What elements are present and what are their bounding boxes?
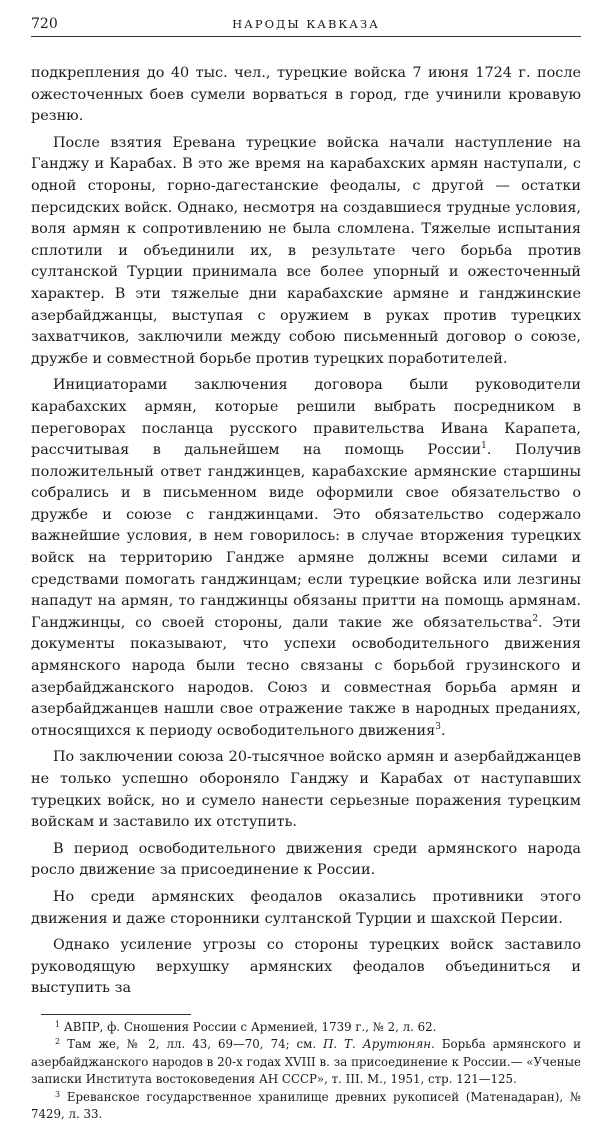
footnote-ref-3: 3: [435, 721, 441, 732]
treaty-text-part-1: Инициаторами заключения договора были руководители карабахских армян, которые решили выбрать посредником в переговорах посланца русского правительства Ивана Карапета, рассчитывая в дальнейшем на помощь России: [31, 377, 581, 459]
footnote-1: [31, 1019, 581, 1036]
footnotes: [31, 1019, 581, 1123]
footnote-3-number: 3: [55, 1089, 61, 1099]
footnote-2-text-start: Там же, № 2, лл. 43, 69—70, 74; см.: [67, 1037, 324, 1052]
footnote-2-number: 2: [55, 1037, 61, 1047]
treaty-text-part-2: . Получив положительный ответ ганджинцев, карабахские армянские старшины собрались и в письменном виде оформили свое обязательство о дружбе и союзе с ганджинцами. Это обязательство содержало важнейшие условия, в нем говорилось: в случае вторжения турецких войск на территорию Гандже армяне должны всеми силами и средствами помогать ганджинцам; если турецкие войска или лезгины нападут на армян, то ганджинцы обязаны притти на помощь армянам. Ганджинцы, со своей стороны, дали такие же обязательства: [31, 442, 581, 631]
footnote-ref-1: 1: [481, 441, 487, 452]
footnote-ref-2: 2: [532, 613, 539, 624]
footnote-1-number: 1: [55, 1019, 61, 1029]
footnote-2-text-end: Борьба армянского и азербайджанского народов в 20-х годах XVIII в. за присоединение к России.— «Ученые записки Института востоковедения АН СССР», т. III. М., 1951, стр. 121—125.: [31, 1037, 581, 1087]
footnote-3-text: Ереванское государственное хранилище древних рукописей (Матенадаран), № 7429, л. 33.: [31, 1089, 581, 1121]
book-page: [31, 12, 581, 1123]
running-title: НАРОДЫ КАВКАЗА: [232, 17, 380, 31]
paragraph-siege-aftermath: После взятия Еревана турецкие войска начали наступление на Ганджу и Карабах. В это же время на карабахских армян наступали, с одной стороны, горно-дагестанские феодалы, с другой — остатки персидских войск. Однако, несмотря на создавшиеся трудные условия, воля армян к сопротивлению не была сломлена. Тяжелые испытания сплотили и объединили их, в результате чего борьба против султанской Турции принимала все более упорный и ожесточенный характер. В эти тяжелые дни карабахские армяне и ганджинские азербайджанцы, выступая с оружием в руках против турецких захватчиков, заключили между собою письменный договор о союзе, дружбе и совместной борьбе против турецких поработителей.: [31, 134, 581, 367]
paragraph-union-army: По заключении союза 20-тысячное войско армян и азербайджанцев не только успешно обороняло Ганджу и Карабах от наступавших турецких войск, но и сумело нанести серьезные поражения турецким войскам и заставило их отступить.: [31, 749, 581, 831]
paragraph-opponents: Но среди армянских феодалов оказались противники этого движения и даже сторонники султанской Турции и шахской Персии.: [31, 888, 581, 927]
paragraph-treaty: [31, 375, 581, 742]
page-header: [31, 12, 581, 37]
page-number: 720: [31, 16, 58, 32]
footnote-2-author: П. Т. Арутюнян.: [323, 1037, 435, 1052]
footnote-2: [31, 1036, 581, 1088]
body-text: [31, 63, 581, 1000]
footnote-divider: [41, 1014, 191, 1015]
footnote-1-text: АВПР, ф. Сношения России с Арменией, 1739 г., № 2, л. 62.: [63, 1019, 437, 1034]
treaty-text-end: .: [440, 722, 446, 739]
treaty-text-part-3: . Эти документы показывают, что успехи освободительного движения армянского народа были тесно связаны с борьбой грузинского и азербайджанского народов. Союз и совместная борьба армян и азербайджанцев нашли свое отражение также в народных преданиях, относящихся к периоду освободительного движения: [31, 614, 581, 739]
paragraph-threat: Однако усиление угрозы со стороны турецких войск заставило руководящую верхушку армянских феодалов объединиться и выступить за: [31, 937, 581, 997]
footnote-3: [31, 1089, 581, 1123]
paragraph-continuation: подкрепления до 40 тыс. чел., турецкие войска 7 июня 1724 г. после ожесточенных боев сумели ворваться в город, где учинили кровавую резню.: [31, 65, 581, 125]
paragraph-movement: В период освободительного движения среди армянского народа росло движение за присоединение к России.: [31, 840, 581, 879]
